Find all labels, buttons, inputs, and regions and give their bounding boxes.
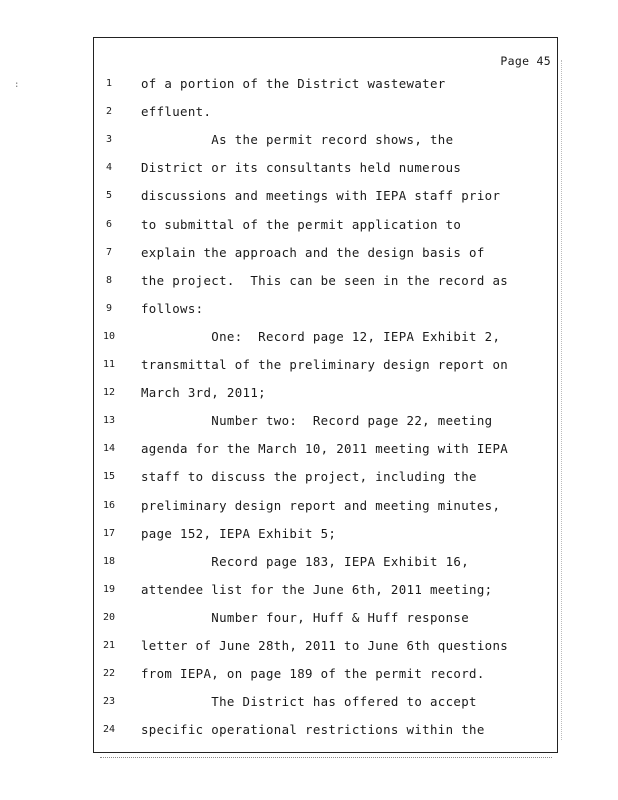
line-number: 17 bbox=[102, 527, 116, 539]
transcript-line bbox=[94, 441, 557, 469]
transcript-line bbox=[94, 217, 557, 245]
transcript-line bbox=[94, 301, 557, 329]
transcript-line bbox=[94, 610, 557, 638]
page-number: Page 45 bbox=[500, 54, 551, 68]
transcript-line bbox=[94, 694, 557, 722]
line-number: 12 bbox=[102, 387, 116, 399]
line-text: specific operational restrictions within the bbox=[141, 722, 485, 738]
line-text: staff to discuss the project, including the bbox=[141, 469, 477, 485]
margin-mark: : bbox=[14, 80, 20, 90]
transcript-line bbox=[94, 104, 557, 132]
transcript-line bbox=[94, 329, 557, 357]
line-text: The District has offered to accept bbox=[141, 694, 477, 710]
transcript-line bbox=[94, 666, 557, 694]
line-text: the project. This can be seen in the record as bbox=[141, 272, 509, 288]
transcript-line bbox=[94, 273, 557, 301]
transcript-line bbox=[94, 722, 557, 750]
line-number: 20 bbox=[102, 611, 116, 623]
transcript-page bbox=[93, 37, 558, 753]
line-number: 13 bbox=[102, 415, 116, 427]
transcript-line bbox=[94, 132, 557, 160]
line-number: 11 bbox=[102, 359, 116, 370]
line-text: page 152, IEPA Exhibit 5; bbox=[141, 525, 337, 541]
line-number: 16 bbox=[102, 499, 116, 511]
line-number: 9 bbox=[105, 302, 113, 314]
line-text: One: Record page 12, IEPA Exhibit 2, bbox=[141, 328, 501, 344]
scan-footer-artifact bbox=[100, 757, 552, 760]
transcript-line bbox=[94, 582, 557, 610]
line-text: transmittal of the preliminary design report on bbox=[141, 357, 509, 372]
line-text: Record page 183, IEPA Exhibit 16, bbox=[141, 553, 470, 569]
line-number: 19 bbox=[102, 583, 116, 595]
line-text: effluent. bbox=[141, 104, 212, 120]
line-number: 5 bbox=[105, 190, 113, 202]
line-text: Number four, Huff & Huff response bbox=[141, 609, 470, 625]
line-number: 8 bbox=[105, 274, 113, 286]
transcript-line bbox=[94, 385, 557, 413]
line-number: 22 bbox=[102, 668, 116, 680]
line-text: to submittal of the permit application to bbox=[141, 216, 462, 232]
line-text: March 3rd, 2011; bbox=[141, 385, 266, 401]
line-text: preliminary design report and meeting minutes, bbox=[141, 497, 501, 513]
line-text: As the permit record shows, the bbox=[141, 132, 454, 148]
transcript-line bbox=[94, 245, 557, 273]
line-text: discussions and meetings with IEPA staff prior bbox=[141, 188, 501, 204]
transcript-line bbox=[94, 76, 557, 104]
line-number: 1 bbox=[105, 78, 113, 89]
transcript-line bbox=[94, 188, 557, 216]
line-text: attendee list for the June 6th, 2011 meeting; bbox=[141, 581, 493, 597]
line-number: 18 bbox=[102, 555, 116, 567]
transcript-line bbox=[94, 638, 557, 666]
transcript-line bbox=[94, 554, 557, 582]
line-number: 7 bbox=[105, 246, 113, 258]
scan-artifact bbox=[558, 60, 562, 740]
transcript-line bbox=[94, 160, 557, 188]
line-text: District or its consultants held numerous bbox=[141, 160, 462, 176]
line-text: agenda for the March 10, 2011 meeting with IEPA bbox=[141, 441, 509, 457]
line-number: 14 bbox=[102, 443, 116, 455]
transcript-line bbox=[94, 526, 557, 554]
transcript-line bbox=[94, 498, 557, 526]
line-text: of a portion of the District wastewater bbox=[141, 76, 446, 91]
transcript-line bbox=[94, 357, 557, 385]
line-number: 24 bbox=[102, 724, 116, 736]
line-number: 2 bbox=[105, 106, 113, 118]
line-number: 15 bbox=[102, 471, 116, 483]
transcript-line bbox=[94, 413, 557, 441]
line-text: letter of June 28th, 2011 to June 6th questions bbox=[141, 638, 509, 653]
line-number: 23 bbox=[102, 696, 116, 708]
line-number: 4 bbox=[105, 162, 113, 174]
line-number: 6 bbox=[105, 218, 113, 230]
line-text: from IEPA, on page 189 of the permit record. bbox=[141, 666, 485, 682]
line-text: Number two: Record page 22, meeting bbox=[141, 413, 493, 429]
line-text: follows: bbox=[141, 300, 204, 316]
line-number: 3 bbox=[105, 134, 113, 146]
line-number: 21 bbox=[102, 640, 116, 651]
transcript-line bbox=[94, 469, 557, 497]
line-number: 10 bbox=[102, 330, 116, 342]
line-text: explain the approach and the design basis of bbox=[141, 244, 485, 260]
